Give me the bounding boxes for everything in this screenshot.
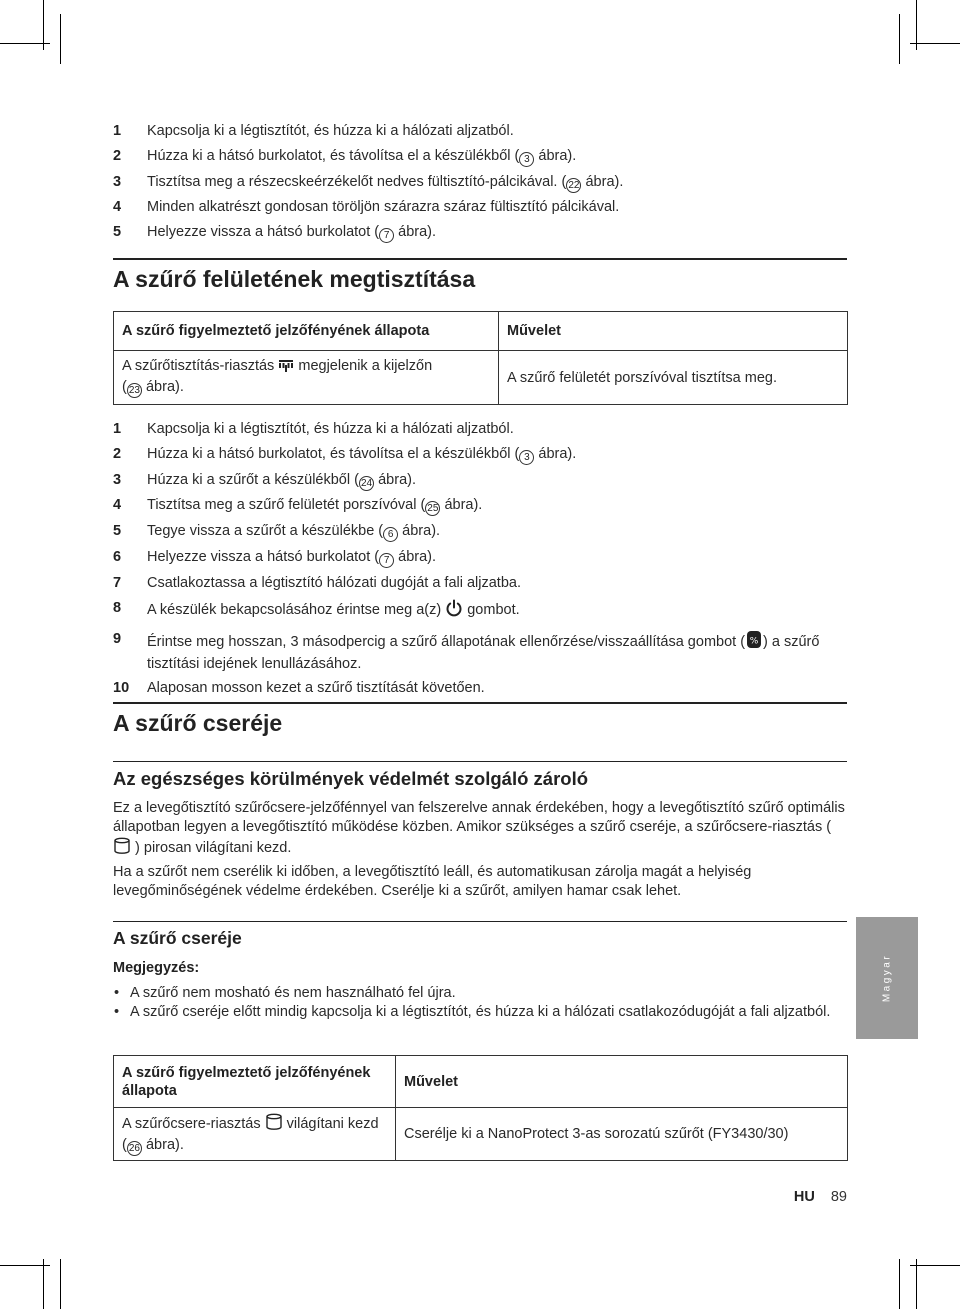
crop-mark [43, 1259, 44, 1309]
figure-ref: 23 [128, 385, 140, 396]
list-item: • A szűrő nem mosható és nem használható fel újra. [114, 985, 456, 1001]
note-label: Megjegyzés: [113, 960, 200, 976]
steps-sensor-cleaning [113, 122, 847, 249]
table-header: A szűrő figyelmeztető jelzőfényének állapota [114, 1056, 396, 1108]
figure-ref: 7 [379, 553, 394, 568]
paragraph-lock-intro: Ez a levegőtisztító szűrőcsere-jelzőfénnyel van felszerelve annak érdekében, hogy a levegőtisztító szűrő optimális állapotban legyen a levegőtisztító működése közben. Amikor szükséges a szűrő cseréje, a szűrőcsere-riasztás ( ) pirosan világítani kezd. [113, 799, 847, 861]
filter-clean-icon [278, 359, 294, 378]
subsection-title-replace: A szűrő cseréje [113, 921, 847, 949]
table-cell: A szűrőcsere-riasztás világítani kezd ( 26 ábra). [114, 1108, 396, 1161]
table-cell: A szűrő felületét porszívóval tisztítsa meg. [499, 351, 848, 405]
page-footer [794, 1189, 847, 1205]
figure-ref: 7 [379, 228, 394, 243]
list-item: 7 Csatlakoztassa a légtisztító hálózati dugóját a fali aljzatba. [113, 574, 521, 591]
list-item: 4 Tisztítsa meg a szűrő felületét porszívóval ( 25 ábra). [113, 497, 483, 515]
list-item: 10 Alaposan mosson kezet a szűrő tisztítását követően. [113, 680, 485, 697]
list-item: 1 Kapcsolja ki a légtisztítót, és húzza ki a hálózati aljzatból. [113, 421, 514, 437]
figure-ref: 22 [568, 179, 580, 191]
svg-text:%: % [749, 636, 759, 647]
list-item: 4 Minden alkatrészt gondosan töröljön szárazra száraz fültisztító pálcikával. [113, 199, 620, 216]
list-item: 5 Helyezze vissza a hátsó burkolatot ( 7 ábra). [113, 224, 437, 242]
list-item: 2 Húzza ki a hátsó burkolatot, és távolítsa el a készülékből ( 3 ábra). [113, 147, 577, 165]
filter-replace-icon [113, 837, 131, 861]
list-item: 1 Kapcsolja ki a légtisztítót, és húzza ki a hálózati aljzatból. [113, 123, 514, 139]
section-title-replacement: A szűrő cseréje [113, 702, 847, 737]
list-item: 2 Húzza ki a hátsó burkolatot, és távolítsa el a készülékből ( 3 ábra). [113, 445, 577, 463]
figure-ref: 25 [427, 503, 439, 515]
note-list [113, 984, 847, 1022]
list-item: • A szűrő cseréje előtt mindig kapcsolja ki a légtisztítót, és húzza ki a hálózati csatlakozódugóját a fali aljzatból. [114, 1004, 831, 1020]
crop-mark [910, 43, 960, 44]
figure-ref: 3 [519, 450, 534, 465]
subsection-title-lock: Az egészséges körülmények védelmét szolgáló zároló [113, 761, 847, 790]
list-item: 8 A készülék bekapcsolásához érintse meg a(z) gombot. [113, 599, 847, 623]
table-cell: Cserélje ki a NanoProtect 3-as sorozatú szűrőt (FY3430/30) [396, 1108, 848, 1161]
figure-ref: 24 [360, 477, 373, 489]
table-header: Művelet [499, 312, 848, 351]
list-item: 6 Helyezze vissza a hátsó burkolatot ( 7 ábra). [113, 548, 437, 566]
language-code: HU [793, 1189, 815, 1205]
crop-mark [899, 14, 900, 64]
table-header: Művelet [396, 1056, 848, 1108]
filter-reset-icon [745, 630, 763, 655]
paragraph-lock-warning: Ha a szűrőt nem cserélik ki időben, a levegőtisztító leáll, és automatikusan zárolja magát a helyiség levegőminőségének védelme érdekében. Cserélje ki a szűrőt, amilyen hamar csak lehet. [113, 864, 752, 899]
crop-mark [910, 1265, 960, 1266]
crop-mark [60, 14, 61, 64]
power-icon [445, 599, 463, 623]
figure-ref: 6 [383, 527, 398, 542]
list-item: 9 Érintse meg hosszan, 3 másodpercig a szűrő állapotának ellenőrzése/visszaállítása gombot ( % ) a szűrő tisztítási idejének lenullázásához. [113, 630, 820, 672]
figure-ref: 26 [128, 1142, 140, 1154]
crop-mark [60, 1259, 61, 1309]
list-item: 5 Tegye vissza a szűrőt a készülékbe ( 6 ábra). [113, 523, 441, 541]
section-title-filter-cleaning: A szűrő felületének megtisztítása [113, 258, 847, 293]
crop-mark [43, 0, 44, 50]
table-header: A szűrő figyelmeztető jelzőfényének állapota [114, 312, 499, 351]
steps-filter-cleaning [113, 420, 847, 704]
crop-mark [916, 1259, 917, 1309]
list-item: 3 Tisztítsa meg a részecskeérzékelőt nedves fültisztító-pálcikával. ( 22 ábra). [113, 173, 624, 191]
crop-mark [916, 0, 917, 50]
status-table-replacement [113, 1055, 848, 1161]
filter-replace-icon [265, 1113, 283, 1136]
table-cell: A szűrőtisztítás-riasztás megjelenik a kijelzőn ( 23 ábra). [114, 351, 499, 405]
crop-mark [899, 1259, 900, 1309]
page-number: 89 [830, 1189, 847, 1205]
figure-ref: 3 [519, 152, 534, 167]
language-tab: Magyar [856, 917, 918, 1039]
status-table-cleaning [113, 311, 848, 405]
list-item: 3 Húzza ki a szűrőt a készülékből ( 24 ábra). [113, 471, 416, 489]
